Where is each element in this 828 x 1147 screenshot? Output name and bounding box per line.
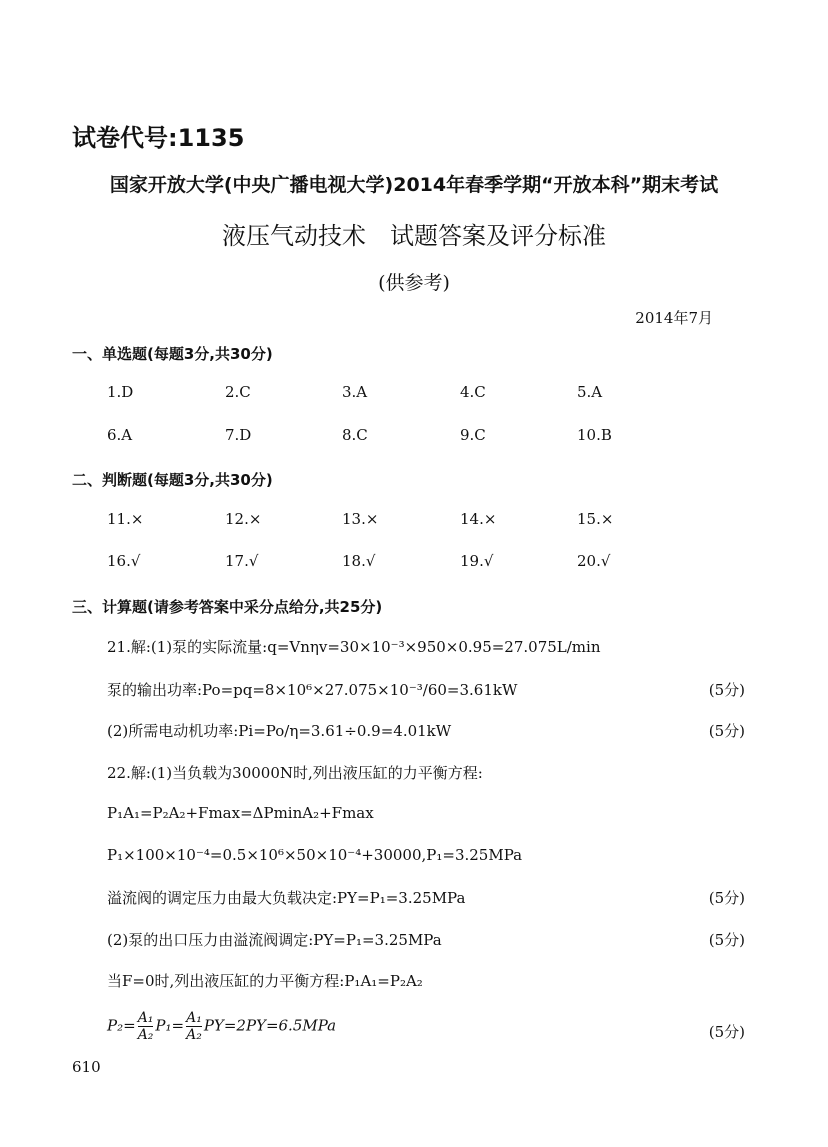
score-mark: (5分) (708, 889, 745, 907)
paper-code: 试卷代号:1135 (72, 124, 245, 152)
answer-item: 3.A (342, 383, 368, 401)
fraction (186, 1010, 202, 1043)
solution-line: 22.解:(1)当负载为30000N时,列出液压缸的力平衡方程: (107, 764, 483, 782)
reference-note: (供参考) (378, 272, 450, 294)
equation-rhs: PY=2PY=6.5MPa (203, 1016, 337, 1035)
fraction-denominator: A₂ (186, 1027, 202, 1043)
equation-line: P₁A₁=P₂A₂+Fmax=ΔPminA₂+Fmax (107, 804, 374, 822)
answer-item: 6.A (107, 426, 133, 444)
solution-line: (2)泵的出口压力由溢流阀调定:PY=P₁=3.25MPa (107, 931, 442, 949)
exam-date: 2014年7月 (635, 309, 713, 327)
answer-item: 8.C (342, 426, 368, 444)
subject-title: 液压气动技术 试题答案及评分标准 (222, 222, 606, 250)
solution-line: (2)所需电动机功率:Pi=Po/η=3.61÷0.9=4.01kW (107, 722, 452, 740)
equation-lhs: P₂= (107, 1016, 136, 1035)
answer-item: 20.√ (577, 552, 611, 570)
answer-item: 15.× (577, 510, 614, 528)
score-mark: (5分) (708, 1023, 745, 1041)
answer-item: 13.× (342, 510, 379, 528)
fraction (138, 1010, 154, 1043)
section1-heading: 一、单选题(每题3分,共30分) (72, 345, 273, 363)
page-number: 610 (72, 1058, 101, 1076)
solution-line: 溢流阀的调定压力由最大负载决定:PY=P₁=3.25MPa (107, 889, 466, 907)
answer-item: 17.√ (225, 552, 259, 570)
answer-item: 9.C (460, 426, 486, 444)
equation-line: P₁×100×10⁻⁴=0.5×10⁶×50×10⁻⁴+30000,P₁=3.25MPa (107, 846, 523, 864)
answer-item: 16.√ (107, 552, 141, 570)
answer-item: 11.× (107, 510, 144, 528)
equation-mid: P₁= (155, 1016, 185, 1035)
score-mark: (5分) (708, 931, 745, 949)
answer-item: 18.√ (342, 552, 376, 570)
fraction-numerator: A₁ (186, 1010, 202, 1026)
solution-line: 泵的输出功率:Po=pq=8×10⁶×27.075×10⁻³/60=3.61kW (107, 681, 518, 699)
answer-item: 19.√ (460, 552, 494, 570)
fraction-numerator: A₁ (137, 1010, 154, 1026)
section2-heading: 二、判断题(每题3分,共30分) (72, 471, 273, 489)
answer-item: 4.C (460, 383, 486, 401)
exam-title: 国家开放大学(中央广播电视大学)2014年春季学期“开放本科”期末考试 (109, 174, 719, 196)
fraction-denominator: A₂ (137, 1027, 154, 1043)
answer-item: 1.D (107, 383, 134, 401)
solution-line: 当F=0时,列出液压缸的力平衡方程:P₁A₁=P₂A₂ (107, 972, 423, 990)
answer-item: 7.D (225, 426, 252, 444)
score-mark: (5分) (708, 722, 745, 740)
answer-item: 14.× (460, 510, 497, 528)
score-mark: (5分) (708, 681, 745, 699)
answer-item: 2.C (225, 383, 251, 401)
answer-item: 10.B (577, 426, 612, 444)
solution-line: 21.解:(1)泵的实际流量:q=Vnηv=30×10⁻³×950×0.95=27.075L/min (107, 638, 601, 656)
answer-item: 12.× (225, 510, 262, 528)
equation-line-fraction (107, 1010, 336, 1043)
answer-item: 5.A (577, 383, 603, 401)
section3-heading: 三、计算题(请参考答案中采分点给分,共25分) (72, 598, 383, 616)
